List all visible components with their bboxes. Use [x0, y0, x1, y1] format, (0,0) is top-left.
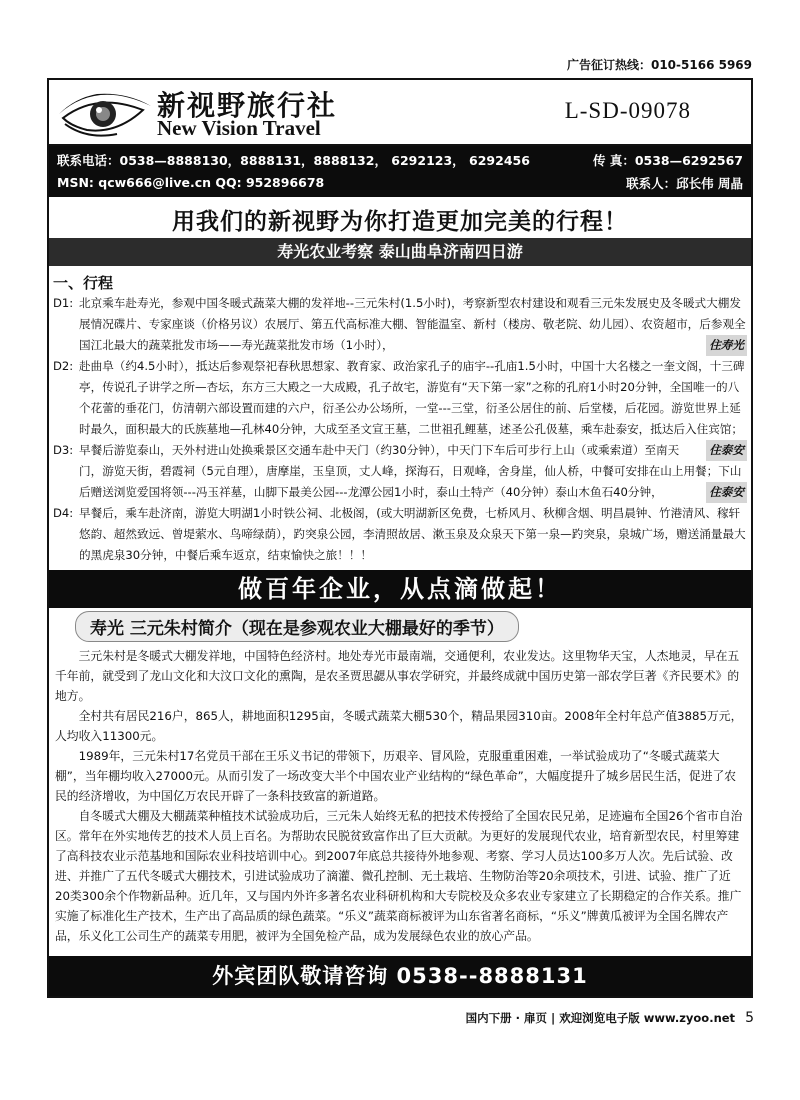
fax-number: 传 真：0538—6292567	[592, 152, 743, 168]
contact-bar	[49, 146, 751, 197]
village-intro-title: 寿光 三元朱村简介（现在是参观农业大棚最好的季节）	[75, 611, 519, 642]
stay-badge: 住泰安	[706, 440, 747, 461]
brand-header	[49, 80, 751, 146]
day-text: 赴曲阜（约4.5小时），抵达后参观祭祀春秋思想家、教育家、政治家孔子的庙宇--孔庙1.5小时，中国十大名楼之一奎文阁，十三碑亭，传说孔子讲学之所—杏坛，东方三大殿之一大成殿，孔子故宅，游览有“天下第一家”之称的孔府1小时20分钟，全国唯一的八个花蕾的垂花门，仿清朝六部设置而建的六户，衍圣公办公场所，一堂---三堂，衍圣公居住的前、后堂楼，后花园。游览世界上延时最久，面积最大的氏族墓地—孔林40分钟，大成至圣文宣王墓，二世祖孔鲤墓，述圣公孔伋墓，乘车赴泰安，抵达后入住宾馆；	[79, 359, 745, 436]
footer-text: 国内下册 · 扉页 | 欢迎浏览电子版 www.zyoo.net	[465, 1011, 736, 1025]
eye-logo-icon	[57, 84, 153, 140]
license-code: L-SD-09078	[564, 98, 691, 123]
day-label: D2:	[53, 359, 74, 373]
agency-name-cn: 新视野旅行社	[157, 89, 338, 122]
day-text: 北京乘车赴寿光，参观中国冬暖式蔬菜大棚的发祥地--三元朱村(1.5小时)，考察新型农村建设和观看三元朱发展史及冬暖式大棚发展情况碟片、专家座谈（价格另议）农展厅、第五代高标准大棚、智能温室、新村（楼房、敬老院、幼儿园）、农资超市，后参观全国江北最大的蔬菜批发市场——寿光蔬菜批发市场（1小时），	[79, 296, 746, 352]
day-3	[53, 440, 747, 503]
motto-banner: 做百年企业，从点滴做起！	[49, 570, 751, 608]
day-text: 早餐后游览泰山，天外村进山处换乘景区交通车赴中天门（约30分钟），中天门下车后可步行上山（或乘索道）至南天门，游览天街，碧霞祠（5元自理），唐摩崖，玉皇顶，丈人峰，探海石，日观峰，舍身崖，仙人桥，中餐可安排在山上用餐；下山后赠送浏览爱国将领---冯玉祥墓，山脚下最美公园---龙潭公园1小时，泰山土特产（40分钟）泰山木鱼石40分钟，	[79, 443, 742, 499]
tour-title: 寿光农业考察 泰山曲阜济南四日游	[49, 238, 751, 266]
phone-numbers: 联系电话：0538—8888130，8888131，8888132， 6292123， 6292456	[57, 152, 530, 168]
msn-qq: MSN: qcw666@live.cn QQ: 952896678	[57, 175, 325, 190]
inquiry-banner: 外宾团队敬请咨询 0538--8888131	[49, 956, 751, 996]
intro-paragraph: 自冬暖式大棚及大棚蔬菜种植技术试验成功后，三元朱人始终无私的把技术传授给了全国农民兄弟，足迹遍布全国26个省市自治区。常年在外实地传艺的技术人员上百名。为帮助农民脱贫致富作出了巨大贡献。为更好的发展现代农业，培育新型农民，村里筹建了高科技农业示范基地和国际农业科技培训中心。到2007年底总共接待外地参观、考察、学习人员达100多万人次。先后试验、改进、并推广了五代冬暖式大棚技术，引进试验成功了滴灌、微孔控制、无土栽培、生物防治等20余项技术，引进、试验、推广了近20类300余个作物新品种。近几年，又与国内外许多著名农业科研机构和大专院校及众多农业专家建立了长期稳定的合作关系。推广实施了标准化生产技术，生产出了高品质的绿色蔬菜。“乐义”蔬菜商标被评为山东省著名商标，“乐义”牌黄瓜被评为全国名牌农产品，乐义化工公司生产的蔬菜专用肥，被评为全国免检产品，成为发展绿色农业的放心产品。	[55, 809, 743, 943]
day-label: D4:	[53, 506, 74, 520]
day-1	[53, 293, 747, 356]
day-4	[53, 503, 747, 566]
stay-badge: 住寿光	[706, 335, 747, 356]
stay-badge: 住泰安	[706, 482, 747, 503]
day-text: 早餐后，乘车赴济南，游览大明湖1小时铁公祠、北极阁，(或大明湖新区免费，七桥风月、秋柳含烟、明昌晨钟、竹港清风、稼轩悠韵、超然致远、曾堤萦水、鸟啼绿荫），趵突泉公园，李清照故居、漱玉泉及众泉天下第一泉—趵突泉，泉城广场，赠送涌量最大的黑虎泉30分钟，中餐后乘车返京，结束愉快之旅！！！	[79, 506, 746, 562]
intro-paragraph: 1989年，三元朱村17名党员干部在王乐义书记的带领下，历艰辛、冒风险，克服重重困难，一举试验成功了“冬暖式蔬菜大棚”，当年棚均收入27000元。从而引发了一场改变大半个中国农业产业结构的“绿色革命”，大幅度提升了城乡居民生活，促进了农民的经济增收，为中国亿万农民开辟了一条科技致富的新道路。	[55, 749, 737, 803]
itinerary	[49, 293, 751, 566]
page-frame	[47, 78, 753, 998]
itinerary-heading: 一、行程	[53, 274, 114, 292]
intro-paragraph: 全村共有居民216户，865人，耕地面积1295亩，冬暖式蔬菜大棚530个，精品果园310亩。2008年全村年总产值3885万元，人均收入11300元。	[55, 709, 743, 743]
intro-paragraph: 三元朱村是冬暖式大棚发祥地，中国特色经济村。地处寿光市最南端，交通便利，农业发达。这里物华天宝，人杰地灵，早在五千年前，就受到了龙山文化和大汶口文化的熏陶，是农圣贾思勰从事农学研究，并最终成就中国历史第一部农学巨著《齐民要术》的地方。	[55, 649, 740, 703]
contact-persons: 联系人：邱长伟 周晶	[626, 175, 743, 191]
day-label: D3:	[53, 443, 74, 457]
page-number: 5	[745, 1010, 754, 1026]
agency-name-en: New Vision Travel	[157, 116, 321, 140]
ad-hotline: 广告征订热线：010-5166 5969	[566, 58, 752, 72]
page-footer	[466, 1010, 754, 1026]
slogan: 用我们的新视野为你打造更加完美的行程！	[172, 209, 628, 235]
day-label: D1:	[53, 296, 74, 310]
